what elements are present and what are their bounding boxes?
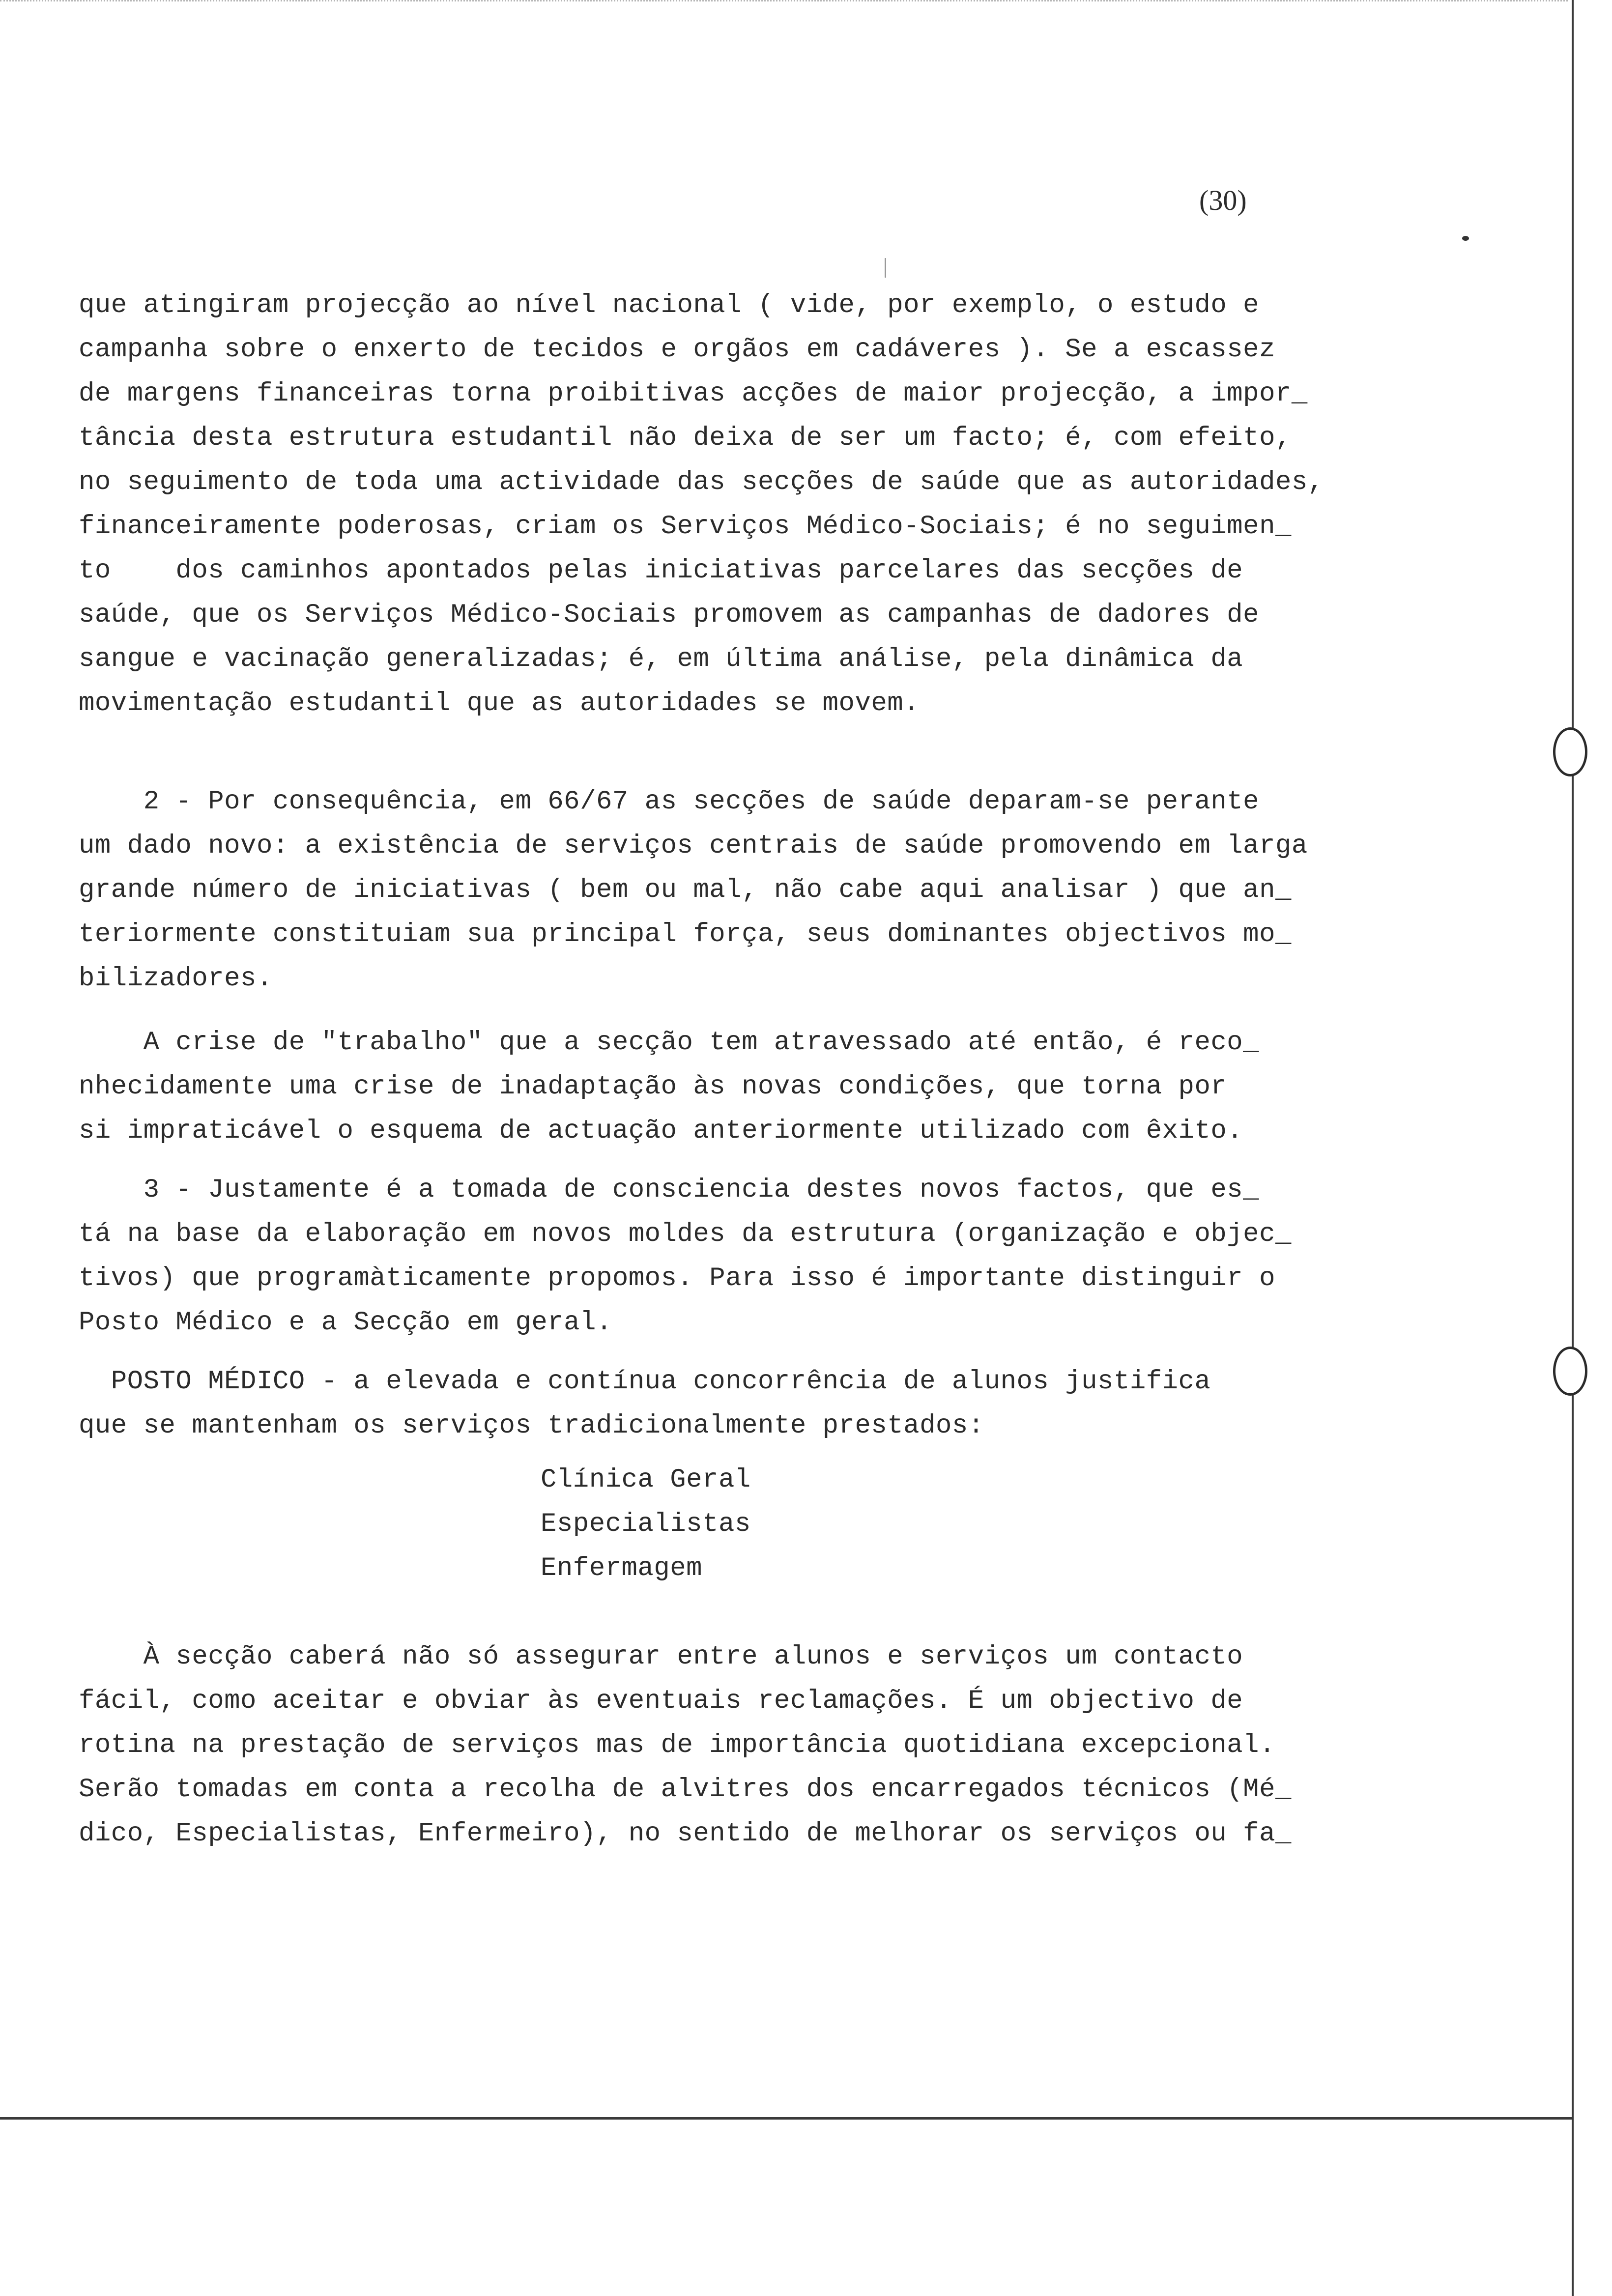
text-line: to dos caminhos apontados pelas iniciativas parcelares das secções de	[79, 556, 1243, 586]
scan-bottom-rule	[0, 2117, 1573, 2120]
text-line: À secção caberá não só assegurar entre alunos e serviços um contacto	[79, 1642, 1243, 1672]
page-number: (30)	[1199, 184, 1247, 216]
text-line: 3 - Justamente é a tomada de consciencia destes novos factos, que es_	[79, 1175, 1260, 1205]
text-line: teriormente constituiam sua principal força, seus dominantes objectivos mo_	[79, 919, 1292, 949]
text-line: A crise de "trabalho" que a secção tem atravessado até então, é reco_	[79, 1028, 1260, 1058]
text-line: campanha sobre o enxerto de tecidos e orgãos em cadáveres ). Se a escassez	[79, 335, 1275, 365]
text-line: dico, Especialistas, Enfermeiro), no sentido de melhorar os serviços ou fa_	[79, 1819, 1292, 1849]
punch-hole-bottom	[1553, 1347, 1587, 1396]
punch-hole-top	[1553, 727, 1587, 776]
service-list-item: Especialistas	[541, 1509, 751, 1539]
text-line: rotina na prestação de serviços mas de importância quotidiana excepcional.	[79, 1730, 1275, 1760]
ink-speck	[885, 258, 886, 278]
text-line: movimentação estudantil que as autoridades se movem.	[79, 689, 920, 718]
ink-speck	[1462, 236, 1469, 241]
service-list-item: Clínica Geral	[541, 1465, 751, 1495]
text-line: fácil, como aceitar e obviar às eventuais reclamações. É um objectivo de	[79, 1686, 1243, 1716]
text-line: Serão tomadas em conta a recolha de alvitres dos encarregados técnicos (Mé_	[79, 1775, 1292, 1805]
text-line: financeiramente poderosas, criam os Serviços Médico-Sociais; é no seguimen_	[79, 512, 1292, 542]
service-list-item: Enfermagem	[541, 1553, 703, 1583]
text-line: de margens financeiras torna proibitivas acções de maior projecção, a impor_	[79, 379, 1308, 409]
text-line: tivos) que programàticamente propomos. Para isso é importante distinguir o	[79, 1263, 1275, 1293]
text-line: Posto Médico e a Secção em geral.	[79, 1308, 612, 1338]
text-line: no seguimento de toda uma actividade das secções de saúde que as autoridades,	[79, 467, 1324, 497]
text-line: sangue e vacinação generalizadas; é, em última análise, pela dinâmica da	[79, 644, 1243, 674]
text-line: saúde, que os Serviços Médico-Sociais promovem as campanhas de dadores de	[79, 600, 1260, 630]
text-line: tá na base da elaboração em novos moldes da estrutura (organização e objec_	[79, 1219, 1292, 1249]
text-line: grande número de iniciativas ( bem ou mal, não cabe aqui analisar ) que an_	[79, 875, 1292, 905]
scan-top-border	[0, 0, 1568, 4]
text-line: POSTO MÉDICO - a elevada e contínua concorrência de alunos justifica	[79, 1367, 1211, 1397]
scan-right-edge	[1572, 0, 1574, 2296]
text-line: que atingiram projecção ao nível nacional ( vide, por exemplo, o estudo e	[79, 290, 1260, 320]
text-line: si impraticável o esquema de actuação anteriormente utilizado com êxito.	[79, 1116, 1243, 1146]
text-line: que se mantenham os serviços tradicionalmente prestados:	[79, 1411, 984, 1441]
text-line: tância desta estrutura estudantil não deixa de ser um facto; é, com efeito,	[79, 423, 1292, 453]
text-line: 2 - Por consequência, em 66/67 as secções de saúde deparam-se perante	[79, 787, 1260, 817]
text-line: um dado novo: a existência de serviços centrais de saúde promovendo em larga	[79, 831, 1308, 861]
text-line: bilizadores.	[79, 964, 273, 994]
text-line: nhecidamente uma crise de inadaptação às novas condições, que torna por	[79, 1072, 1227, 1102]
